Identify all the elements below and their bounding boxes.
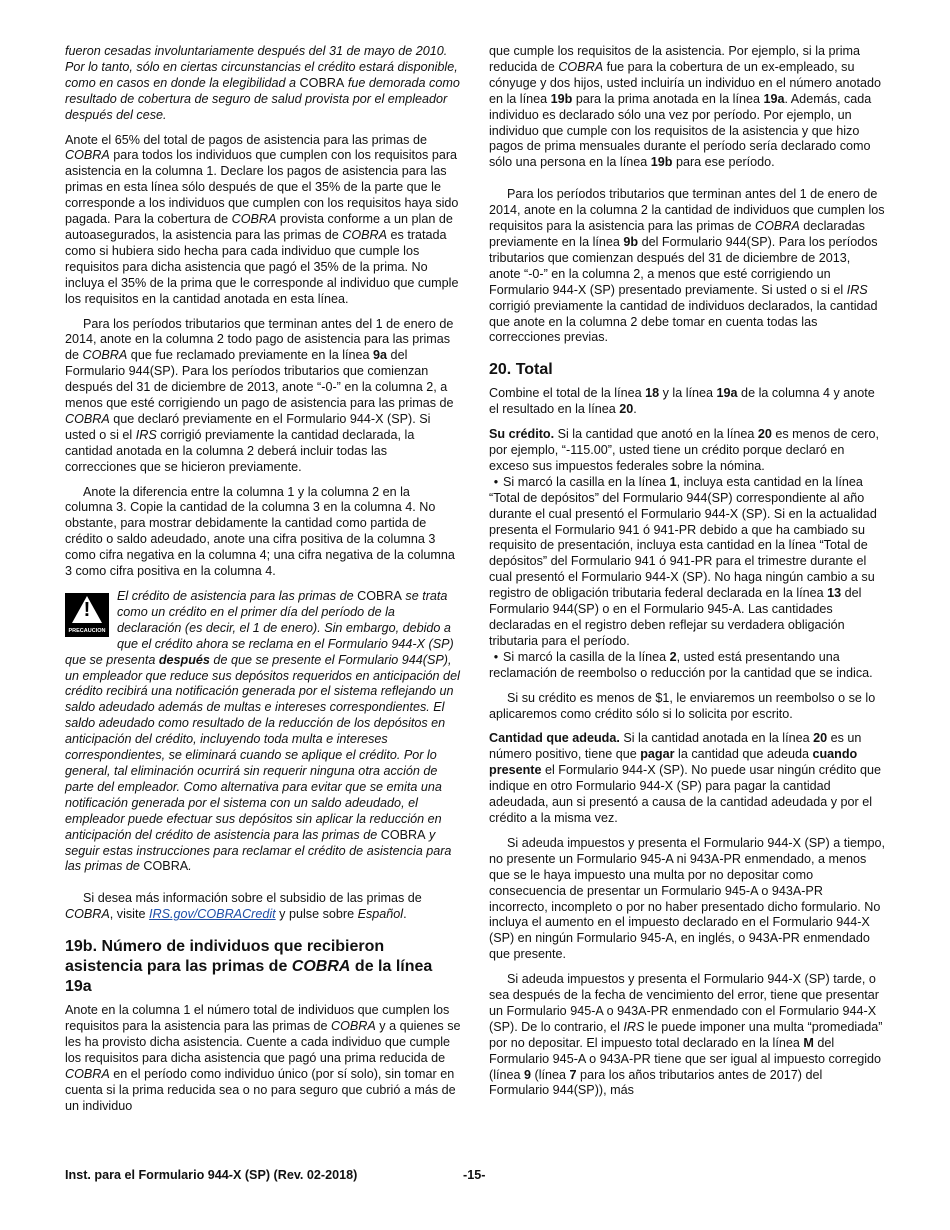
paragraph: Cantidad que adeuda. Si la cantidad anotada en la línea 20 es un número positivo, tiene que pagar la cantidad que adeuda cuando presente el Formulario 944-X (SP). No puede usar ningún crédito que indique en otro Formulario 944-X (SP) para pagar la cantidad adeudada, aun si presentó a causa de la cantidad adeudada y por el crédito a la misma vez. — [489, 731, 882, 825]
page-footer — [65, 1168, 885, 1188]
paragraph: Si adeuda impuestos y presenta el Formulario 944-X (SP) tarde, o sea después de la fecha de vencimiento del error, tiene que presentar un Formulario 945-A o 943A-PR enmendado con el Formulario 944-X (SP). De lo contrario, el IRS le puede imponer una multa “promediada” por no depositar. El impuesto total declarado en la línea M del Formulario 945-A o 943A-PR tiene que ser igual al impuesto corregido (línea 9 (línea 7 para los años tributarios antes de 2017) del Formulario 944(SP)), más — [489, 972, 883, 1098]
paragraph: Si adeuda impuestos y presenta el Formulario 944-X (SP) a tiempo, no presente un Formulario 945-A ni 943A-PR enmendado, a menos que se le haya impuesto una multa por no depositar como consecuencia de presentar un Formulario 945-A o 943A-PR incorrecto, incompleto o por no haber presentado dicho formulario. No incluya el aumento en el impuesto declarado en el Formulario 944-X (SP) en ningún Formulario 945-A, en inglés, o 943A-PR enmendado que presente. — [489, 835, 885, 962]
left-column — [65, 44, 461, 1123]
paragraph: Si su crédito es menos de $1, le enviaremos un reembolso o se lo aplicaremos como crédito sólo si lo solicita por escrito. — [489, 690, 876, 721]
section-heading-20: 20. Total — [489, 361, 553, 379]
paragraph: Combine el total de la línea 18 y la línea 19a de la columna 4 y anote el resultado en la línea 20. — [489, 386, 875, 417]
page-number: -15- — [463, 1168, 486, 1182]
section-heading-19b: 19b. Número de individuos que recibieron asistencia para las primas de COBRA de la línea 19a — [65, 938, 433, 996]
right-column — [489, 44, 885, 1108]
paragraph: Su crédito. Si la cantidad que anotó en la línea 20 es menos de cero, por ejemplo, “-115.00”, usted tiene un crédito porque declaró en exceso sus impuestos federales sobre la nómina. — [489, 427, 879, 473]
paragraph: Anote el 65% del total de pagos de asistencia para las primas de COBRA para todos los individuos que cumplen con los requisitos para asistencia en la columna 1. Declare los pagos de asistencia para las primas en esta línea sólo después de que el 35% de la parte que le corresponde a los individuos que cumplen con los requisitos haya sido pagada. Para la cobertura de COBRA provista conforme a un plan de autoasegurados, la asistencia para las primas de COBRA es tratada como si hubiera sido hecha para cada individuo que cumple los requisitos para dicha asistencia que pagó el 35% de la prima. No incluya el 35% de la prima que le corresponde al individuo que cumple los requisitos en la cantidad anotada en esta línea. — [65, 132, 459, 306]
bullet-icon: • — [493, 474, 499, 489]
paragraph: que cumple los requisitos de la asistencia. Por ejemplo, si la prima reducida de COBRA fue para la cobertura de un ex-empleado, su cónyuge y dos hijos, usted incluiría un individuo en el número anotado en la línea 19b para la prima anotada en la línea 19a. Además, cada individuo es declarado sólo una vez por período. Por ejemplo, un individuo que cumple con los requisitos de la asistencia y que hizo pagos de prima mensuales durante el período sería declarado como sólo una persona en la línea 19b para ese período. — [489, 44, 882, 170]
bullet-icon: • — [493, 649, 499, 664]
paragraph: Si desea más información sobre el subsidio de las primas de COBRA, visite IRS.gov/COBRACredit y pulse sobre Español. — [65, 891, 422, 922]
paragraph: Anote la diferencia entre la columna 1 y la columna 2 en la columna 3. Copie la cantidad de la columna 3 en la columna 4. No obstante, para mostrar debidamente la cantidad como partida de crédito o saldo adeudado, anote una cifra positiva de la columna 3 como cifra negativa en la columna 4; una cifra negativa de la columna 3 como cifra positiva en la columna 4. — [65, 484, 455, 579]
caution-note: ! PRECAUCION El crédito de asistencia para las primas de COBRA se trata como un crédito en el primer día del período de la declaración (es decir, el 1 de enero). Sin embargo, debido a que el crédito ahora se reclama en el Formulario 944-X (SP) que se presenta después de que se presente el Formulario 944(SP), un empleador que reduce sus depósitos requeridos en anticipación del crédito recibirá una notificación generada por el sistema reflejando un saldo adeudado además de multas e intereses correspondientes. El saldo adeudado como resultado de la reducción de los depósitos en anticipación del crédito, incluyendo toda multa e intereses correspondientes, se eliminará cuando se aplique el crédito. Por lo general, tal eliminación ocurrirá sin requerir ninguna otra acción de parte del empleador. Como alternativa para evitar que se emita una notificación generada por el sistema con un saldo adeudado, el empleador puede efectuar sus depósitos sin aplicar la reducción en anticipación del crédito de asistencia para las primas de COBRA y seguir estas instrucciones para reclamar el crédito de asistencia para las primas de COBRA. — [65, 589, 460, 874]
paragraph: fueron cesadas involuntariamente después del 31 de mayo de 2010. Por lo tanto, sólo en ciertas circunstancias el crédito estará disponible, como en casos en donde la elegibilidad a COBRA fue demorada como resultado de cobertura de seguro de salud provista por el empleador después del cese. — [65, 44, 460, 122]
paragraph: Anote en la columna 1 el número total de individuos que cumplen los requisitos para la asistencia para las primas de COBRA y a quienes se les ha provisto dicha asistencia. Cuente a cada individuo que cumple los requisitos para dicha asistencia que pagó una prima reducida de COBRA en el período como individuo único (por sí solo), sin tomar en cuenta si la prima reducida sea o no para seguro que cubrió a más de un individuo — [65, 1003, 461, 1113]
list-item: • Si marcó la casilla de la línea 2, usted está presentando una reclamación de reembolso o reducción por la cantidad que se indica. — [489, 649, 873, 680]
paragraph: Para los períodos tributarios que terminan antes del 1 de enero de 2014, anote en la columna 2 todo pago de asistencia para las primas de COBRA que fue reclamado previamente en la línea 9a del Formulario 944(SP). Para los períodos tributarios que comienzan después del 31 de diciembre de 2013, anote “-0-” en la columna 2, a menos que esté corrigiendo un pago de asistencia para las primas de COBRA que declaró previamente en el Formulario 944-X (SP). Si usted o si el IRS corrigió previamente la cantidad declarada, la cantidad anotada en la columna 2 deberá incluir todas las correcciones que se hicieron previamente. — [65, 316, 454, 474]
cobra-credit-link[interactable]: IRS.gov/COBRACredit — [149, 907, 276, 922]
list-item: • Si marcó la casilla en la línea 1, incluya esta cantidad en la línea “Total de depósitos” del Formulario 944(SP) correspondiente al año durante el cual presentó el Formulario 944-X (SP). Si en la actualidad presenta el Formulario 941 ó 941-PR debido a que ha cambiado su requisito de presentación, incluya esta cantidad en la línea “Total de depósitos” del Formulario 941 ó 941-PR para el trimestre durante el cual presentó el Formulario 944-X (SP). No haga ningún cambio a su registro de obligación tributaria federal declarada en la línea 13 del Formulario 944(SP) o en el Formulario 945-A. Las cantidades declaradas en el registro deben reflejar su verdadera obligación tributaria para el período. — [489, 474, 877, 648]
footer-form-title: Inst. para el Formulario 944-X (SP) (Rev. 02-2018) — [65, 1168, 358, 1182]
caution-icon: ! PRECAUCION — [65, 593, 109, 637]
paragraph: Para los períodos tributarios que terminan antes del 1 de enero de 2014, anote en la columna 2 la cantidad de individuos que cumplen los requisitos para la asistencia para las primas de COBRA declaradas previamente en la línea 9b del Formulario 944(SP). Para los períodos tributarios que comienzan después del 31 de diciembre de 2013, anote “-0-” en la columna 2, a menos que esté corrigiendo un Formulario 944-X (SP) presentado previamente. Si usted o si el IRS corrigió previamente la cantidad de individuos declarados, la cantidad que anote en la columna 2 debe tomar en cuenta todas las correcciones previas. — [489, 187, 885, 345]
